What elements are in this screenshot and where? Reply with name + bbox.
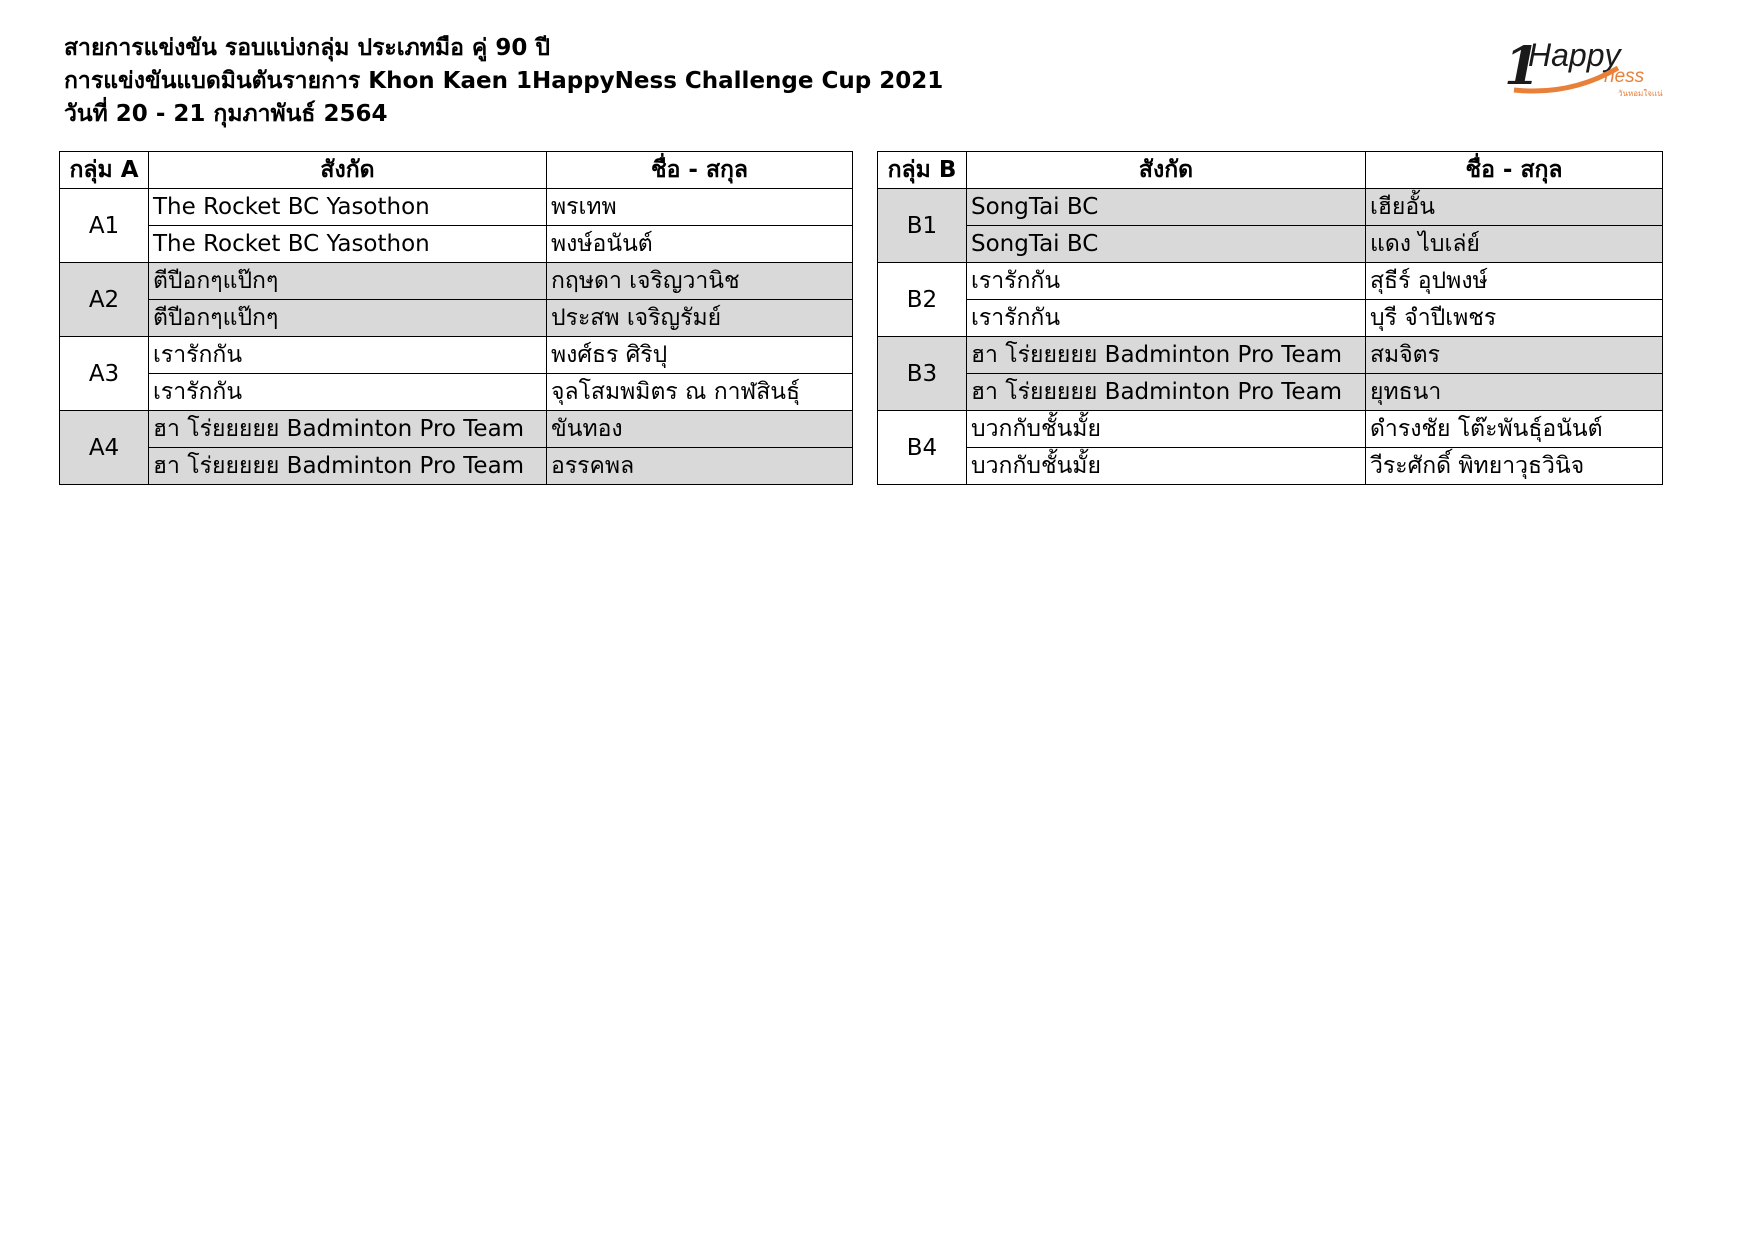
- title-line-3: วันที่ 20 - 21 กุมภาพันธ์ 2564: [64, 101, 388, 127]
- happyness-logo: [1500, 32, 1670, 102]
- table-row: [60, 300, 853, 337]
- table-row: [878, 263, 1663, 300]
- group-a-header-row: [60, 152, 853, 189]
- document-header: [64, 32, 943, 131]
- player-name-cell: ดำรงชัย โต๊ะพันธุ์อนันต์: [1366, 411, 1663, 448]
- club-cell: ฮา โร่ยยยยย Badminton Pro Team: [149, 411, 547, 448]
- name-column-header: ชื่อ - สกุล: [1366, 152, 1663, 189]
- player-name-cell: ขันทอง: [547, 411, 853, 448]
- club-cell: ฮา โร่ยยยยย Badminton Pro Team: [149, 448, 547, 485]
- group-b-header-row: [878, 152, 1663, 189]
- player-name-cell: กฤษดา เจริญวานิช: [547, 263, 853, 300]
- table-row: [878, 300, 1663, 337]
- player-name-cell: วีระศักดิ์ พิทยาวุธวินิจ: [1366, 448, 1663, 485]
- club-cell: The Rocket BC Yasothon: [149, 189, 547, 226]
- name-column-header: ชื่อ - สกุล: [547, 152, 853, 189]
- pair-code: B3: [878, 337, 967, 411]
- pair-code: A1: [60, 189, 149, 263]
- group-label: กลุ่ม A: [60, 152, 149, 189]
- pair-code: A4: [60, 411, 149, 485]
- table-row: [878, 189, 1663, 226]
- club-cell: ฮา โร่ยยยยย Badminton Pro Team: [967, 374, 1366, 411]
- club-column-header: สังกัด: [149, 152, 547, 189]
- logo-tagline: วันหอมใจแน่: [1618, 89, 1663, 98]
- player-name-cell: อรรคพล: [547, 448, 853, 485]
- logo-main-text: Happy: [1528, 37, 1621, 73]
- club-cell: เรารักกัน: [149, 337, 547, 374]
- table-row: [878, 226, 1663, 263]
- group-a-table: [59, 151, 853, 485]
- table-row: [60, 448, 853, 485]
- logo-sub-text: ness: [1604, 66, 1645, 87]
- table-row: [878, 374, 1663, 411]
- player-name-cell: แดง ไบเล่ย์: [1366, 226, 1663, 263]
- player-name-cell: จุลโสมพมิตร ณ กาฬสินธุ์: [547, 374, 853, 411]
- table-row: [60, 411, 853, 448]
- player-name-cell: พรเทพ: [547, 189, 853, 226]
- table-row: [878, 337, 1663, 374]
- player-name-cell: สุธีร์ อุปพงษ์: [1366, 263, 1663, 300]
- club-cell: SongTai BC: [967, 189, 1366, 226]
- group-label: กลุ่ม B: [878, 152, 967, 189]
- table-row: [60, 337, 853, 374]
- club-cell: เรารักกัน: [149, 374, 547, 411]
- table-row: [60, 226, 853, 263]
- club-column-header: สังกัด: [967, 152, 1366, 189]
- club-cell: ตีปีอกๆแป๊กๆ: [149, 300, 547, 337]
- pair-code: A3: [60, 337, 149, 411]
- player-name-cell: สมจิตร: [1366, 337, 1663, 374]
- player-name-cell: บุรี จำปีเพชร: [1366, 300, 1663, 337]
- club-cell: เรารักกัน: [967, 300, 1366, 337]
- pair-code: B1: [878, 189, 967, 263]
- club-cell: ตีปีอกๆแป๊กๆ: [149, 263, 547, 300]
- club-cell: บวกกับชั้นมั้ย: [967, 448, 1366, 485]
- table-row: [60, 263, 853, 300]
- group-b-table: [877, 151, 1663, 485]
- player-name-cell: พงษ์อนันต์: [547, 226, 853, 263]
- player-name-cell: ประสพ เจริญรัมย์: [547, 300, 853, 337]
- logo-digit: 1: [1504, 36, 1541, 97]
- club-cell: SongTai BC: [967, 226, 1366, 263]
- title-line-1: สายการแข่งขัน รอบแบ่งกลุ่ม ประเภทมือ คู่ 90 ปี: [64, 35, 550, 61]
- pair-code: A2: [60, 263, 149, 337]
- club-cell: ฮา โร่ยยยยย Badminton Pro Team: [967, 337, 1366, 374]
- club-cell: บวกกับชั้นมั้ย: [967, 411, 1366, 448]
- player-name-cell: เฮียอั้น: [1366, 189, 1663, 226]
- table-row: [878, 411, 1663, 448]
- pair-code: B4: [878, 411, 967, 485]
- table-row: [60, 374, 853, 411]
- table-row: [878, 448, 1663, 485]
- player-name-cell: พงศ์ธร ศิริปุ: [547, 337, 853, 374]
- player-name-cell: ยุทธนา: [1366, 374, 1663, 411]
- pair-code: B2: [878, 263, 967, 337]
- title-line-2: การแข่งขันแบดมินตันรายการ Khon Kaen 1HappyNess Challenge Cup 2021: [64, 68, 944, 94]
- table-row: [60, 189, 853, 226]
- club-cell: เรารักกัน: [967, 263, 1366, 300]
- club-cell: The Rocket BC Yasothon: [149, 226, 547, 263]
